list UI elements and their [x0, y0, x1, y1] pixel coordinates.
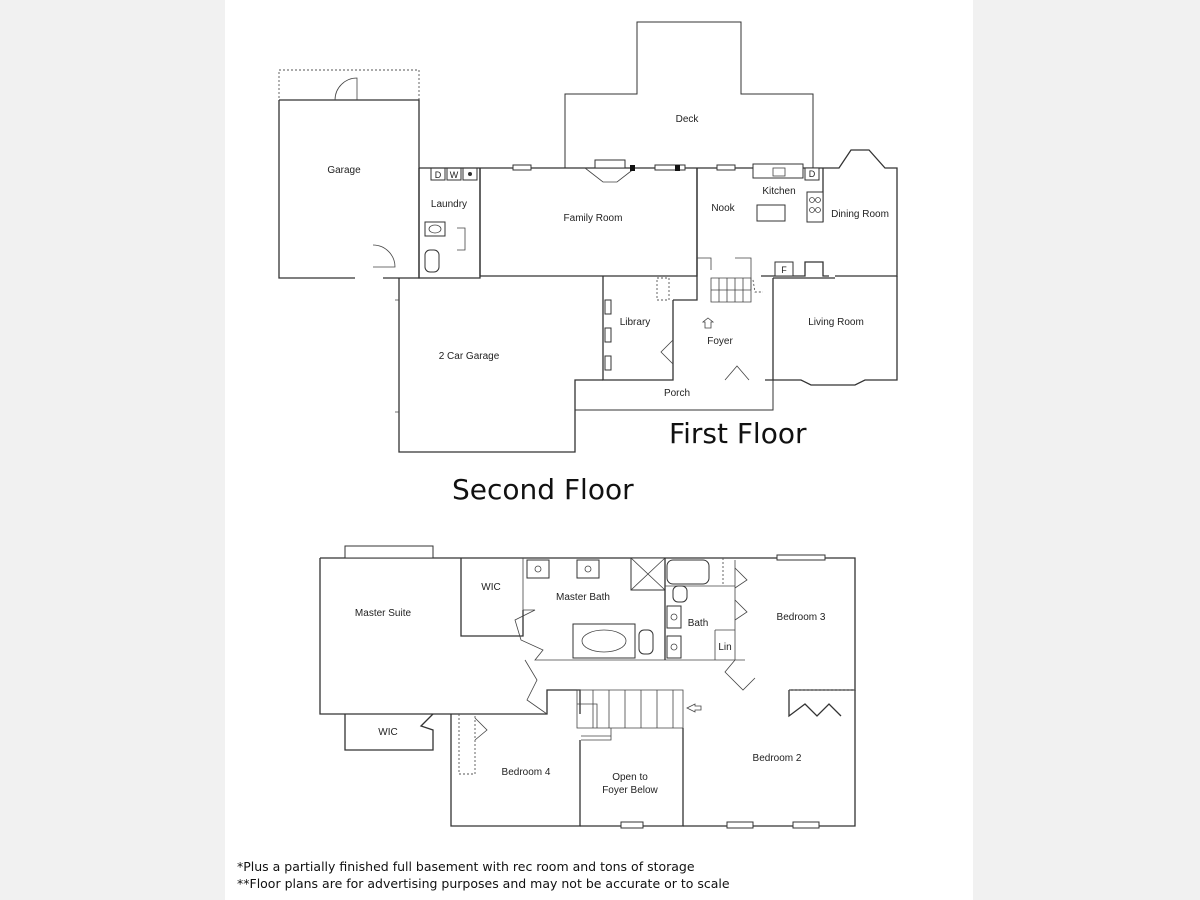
two-car-garage-walls — [395, 278, 603, 452]
floor-plan-sheet — [225, 0, 973, 900]
living-room-walls — [773, 276, 897, 385]
label-master-bath: Master Bath — [556, 592, 610, 603]
floor-plan-drawing — [225, 0, 973, 900]
second-floor-plan — [320, 546, 855, 828]
label-garage: Garage — [327, 165, 361, 176]
label-bedroom-2: Bedroom 2 — [752, 753, 802, 764]
label-family-room: Family Room — [563, 213, 623, 224]
first-floor-heading: First Floor — [669, 417, 807, 450]
label-wic-lower: WIC — [378, 727, 398, 738]
label-living-room: Living Room — [808, 317, 864, 328]
footnote-basement: *Plus a partially finished full basement with rec room and tons of storage — [237, 859, 695, 874]
label-open-to-line2: Foyer Below — [602, 785, 658, 796]
label-master-suite: Master Suite — [354, 608, 412, 619]
second-floor-heading: Second Floor — [452, 473, 634, 506]
label-two-car-garage: 2 Car Garage — [438, 351, 500, 362]
label-nook: Nook — [711, 203, 735, 214]
kitchen-nook-walls — [697, 164, 829, 276]
washer-letter: W — [449, 170, 459, 180]
footnote-disclaimer: **Floor plans are for advertising purposes and may not be accurate or to scale — [237, 876, 730, 891]
label-wic-upper: WIC — [481, 582, 501, 593]
label-bath: Bath — [687, 618, 709, 629]
label-library: Library — [619, 317, 651, 328]
label-bedroom-4: Bedroom 4 — [501, 767, 551, 778]
label-bedroom-3: Bedroom 3 — [776, 612, 826, 623]
laundry-walls — [419, 168, 480, 278]
first-floor-plan — [279, 22, 897, 452]
deck-outline — [565, 22, 813, 168]
dryer-letter: D — [434, 170, 442, 180]
label-dining-room: Dining Room — [831, 209, 889, 220]
label-foyer: Foyer — [707, 336, 733, 347]
fireplace-letter: F — [781, 265, 787, 275]
label-open-to-line1: Open to — [612, 772, 648, 783]
dishwasher-letter: D — [808, 169, 816, 179]
label-lin: Lin — [718, 642, 732, 653]
label-deck: Deck — [675, 114, 699, 125]
label-laundry: Laundry — [430, 199, 468, 210]
label-kitchen: Kitchen — [762, 186, 796, 197]
label-porch: Porch — [663, 388, 691, 399]
